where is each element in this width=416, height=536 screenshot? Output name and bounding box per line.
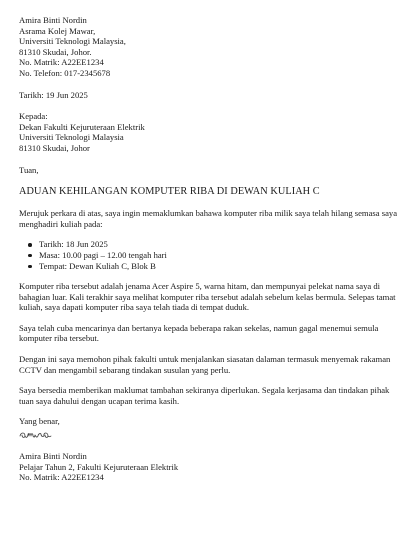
sender-address-line-1: Asrama Kolej Mawar,: [19, 25, 96, 36]
letter-date: Tarikh: 19 Jun 2025: [19, 89, 88, 100]
signoff-position: Pelajar Tahun 2, Fakulti Kejuruteraan Elektrik: [19, 461, 179, 472]
sender-name: Amira Binti Nordin: [19, 15, 87, 25]
sender-address-line-2: Universiti Teknologi Malaysia,: [19, 36, 126, 47]
recipient-block: [19, 111, 399, 153]
handwritten-signature: [19, 427, 399, 441]
signoff-matric: No. Matrik: A22EE1234: [19, 472, 104, 483]
recipient-address: 81310 Skudai, Johor: [19, 142, 90, 153]
sender-matric: No. Matrik: A22EE1234: [19, 57, 104, 68]
recipient-title: Dekan Fakulti Kejuruteraan Elektrik: [19, 121, 145, 132]
intro-paragraph: Merujuk perkara di atas, saya ingin memaklumkan bahawa komputer riba milik saya telah hilang semasa saya menghadiri kuliah pada:: [19, 208, 398, 229]
recipient-institution: Universiti Teknologi Malaysia: [19, 132, 124, 143]
laptop-description-paragraph: Komputer riba tersebut adalah jenama Acer Aspire 5, warna hitam, dan mempunyai pelekat nama saya di bahagian luar. Kali terakhir saya melihat komputer riba tersebut adalah sebelum kelas bermula. Selepas tamat kuliah, saya dapati komputer riba saya telah tiada di tempat duduk.: [19, 281, 396, 313]
request-paragraph: Dengan ini saya memohon pihak fakulti untuk menjalankan siasatan dalaman termasuk menyemak rakaman CCTV dan mengambil sebarang tindakan susulan yang perlu.: [19, 354, 391, 375]
letter: [19, 15, 399, 483]
closing-phrase: Yang benar,: [19, 416, 60, 427]
subject-heading: ADUAN KEHILANGAN KOMPUTER RIBA DI DEWAN KULIAH C: [19, 186, 320, 198]
recipient-heading: Kepada:: [19, 111, 48, 122]
sender-phone: No. Telefon: 017-2345678: [19, 67, 111, 78]
detail-date: Tarikh: 18 Jun 2025: [39, 239, 399, 250]
sender-address-line-3: 81310 Skudai, Johor.: [19, 46, 92, 57]
salutation: Tuan,: [19, 164, 39, 175]
detail-time: Masa: 10.00 pagi – 12.00 tengah hari: [39, 250, 399, 261]
detail-place: Tempat: Dewan Kuliah C, Blok B: [39, 261, 399, 272]
closing-paragraph: Saya bersedia memberikan maklumat tambahan sekiranya diperlukan. Segala kerjasama dan tindakan pihak tuan saya dahului dengan ucapan terima kasih.: [19, 385, 390, 406]
signoff-name: Amira Binti Nordin: [19, 451, 87, 462]
sender-block: [19, 15, 399, 79]
incident-details-list: [19, 239, 399, 271]
search-attempt-paragraph: Saya telah cuba mencarinya dan bertanya kepada beberapa rakan sekelas, namun gagal menemui semula komputer riba tersebut.: [19, 322, 379, 344]
signoff-block: [19, 451, 399, 483]
